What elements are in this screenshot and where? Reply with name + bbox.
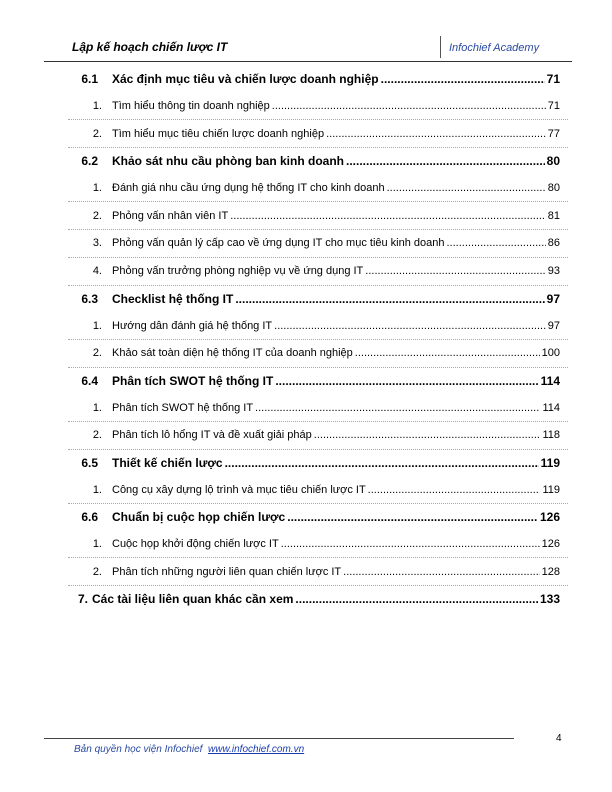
dot-leader [381, 72, 545, 86]
toc-entry[interactable] [68, 120, 568, 148]
document-title: Lập kế hoạch chiến lược IT [72, 40, 228, 54]
toc-entry-title: Phân tích SWOT hệ thống IT [112, 373, 274, 388]
toc-entry-number: 6.5 [81, 455, 98, 470]
toc-entry-number: 6.1 [81, 72, 98, 87]
toc-entry-line [112, 182, 560, 194]
toc-entry-line [112, 210, 560, 222]
dot-leader [343, 566, 539, 578]
dot-leader [365, 265, 545, 277]
page-number: 4 [556, 733, 562, 744]
toc-entry-number: 6.2 [81, 154, 98, 169]
toc-entry[interactable] [68, 175, 568, 203]
toc-entry-title: Phỏng vấn quản lý cấp cao về ứng dụng IT cho mục tiêu kinh doanh [112, 237, 445, 250]
page-footer [74, 744, 304, 755]
toc-entry[interactable] [68, 148, 568, 175]
toc-entry-title: Checklist hệ thống IT [112, 291, 234, 306]
toc-entry-page: 81 [547, 209, 560, 222]
toc-entry-line [112, 292, 560, 306]
dot-leader [281, 538, 540, 550]
toc-entry-page: 97 [546, 291, 560, 306]
header-rule [44, 61, 572, 62]
toc-entry-number: 6.6 [81, 510, 98, 525]
copyright-text: Bản quyền học viện Infochief [74, 744, 203, 755]
dot-leader [275, 374, 538, 388]
toc-entry[interactable] [68, 202, 568, 230]
toc-entry-page: 71 [546, 72, 560, 87]
toc-entry-line [112, 374, 560, 388]
toc-entry-page: 100 [541, 347, 560, 360]
dot-leader [368, 484, 541, 496]
website-link[interactable]: www.infochief.com.vn [208, 744, 305, 755]
toc-entry-title: Khảo sát nhu cầu phòng ban kinh doanh [112, 154, 344, 169]
toc-entry-title: Tìm hiểu thông tin doanh nghiệp [112, 100, 270, 113]
toc-entry[interactable] [68, 476, 568, 504]
dot-leader [346, 154, 545, 168]
toc-entry-title: Các tài liệu liên quan khác cần xem [92, 592, 294, 607]
toc-entry-page: 114 [540, 373, 560, 388]
toc-entry-line [112, 100, 560, 112]
dot-leader [387, 182, 546, 194]
toc-entry-line [112, 237, 560, 249]
dot-leader [225, 456, 539, 470]
toc-entry-page: 119 [542, 483, 560, 496]
toc-entry-page: 114 [542, 401, 560, 414]
dot-leader [326, 128, 546, 140]
toc-entry[interactable] [68, 422, 568, 450]
toc-entry-line [112, 402, 560, 414]
dot-leader [274, 320, 546, 332]
toc-entry-page: 71 [547, 100, 560, 113]
page-header [44, 28, 572, 64]
toc-entry-number: 1. [92, 182, 102, 195]
toc-entry-title: Phân tích lỗ hổng IT và đề xuất giải pháp [112, 429, 312, 442]
toc-entry-number: 2. [92, 429, 102, 442]
toc-entry-line [112, 320, 560, 332]
toc-entry-page: 118 [542, 429, 560, 442]
toc-entry-line [112, 510, 560, 524]
header-divider [440, 36, 441, 58]
toc-entry-line [112, 456, 560, 470]
toc-entry-page: 86 [547, 237, 560, 250]
toc-entry-number: 1. [92, 100, 102, 113]
toc-entry[interactable] [68, 230, 568, 258]
toc-entry-page: 80 [547, 182, 560, 195]
toc-entry-page: 128 [541, 565, 560, 578]
toc-entry-page: 126 [541, 538, 560, 551]
toc-entry[interactable] [68, 340, 568, 368]
toc-entry[interactable] [68, 531, 568, 559]
dot-leader [255, 402, 540, 414]
toc-entry[interactable] [68, 394, 568, 422]
toc-entry-page: 133 [539, 592, 560, 607]
toc-entry[interactable] [68, 504, 568, 531]
toc-entry[interactable] [68, 286, 568, 313]
toc-entry-title: Tìm hiểu mục tiêu chiến lược doanh nghiệp [112, 127, 325, 140]
toc-entry-number: 2. [92, 565, 102, 578]
toc-entry-title: Phỏng vấn nhân viên IT [112, 209, 229, 222]
toc-entry[interactable] [68, 93, 568, 121]
toc-entry[interactable] [68, 450, 568, 477]
toc-entry-line [112, 566, 560, 578]
toc-entry-title: Phân tích SWOT hệ thống IT [112, 401, 254, 414]
toc-entry[interactable] [68, 368, 568, 395]
toc-entry-title: Phân tích những người liên quan chiến lược IT [112, 565, 342, 578]
dot-leader [314, 429, 541, 441]
toc-entry-title: Phỏng vấn trưởng phòng nghiệp vụ về ứng dụng IT [112, 265, 364, 278]
toc-entry-number: 6.4 [81, 373, 98, 388]
toc-entry[interactable] [68, 312, 568, 340]
dot-leader [295, 592, 538, 606]
toc-entry-title: Chuẩn bị cuộc họp chiến lược [112, 510, 286, 525]
toc-entry-number: 1. [92, 319, 102, 332]
toc-entry-page: 126 [539, 510, 560, 525]
dot-leader [230, 210, 546, 222]
toc-entry-page: 77 [547, 127, 560, 140]
toc-entry-title: Đánh giá nhu cầu ứng dụng hệ thống IT cho kinh doanh [112, 182, 385, 195]
table-of-contents [68, 66, 568, 613]
toc-entry-number: 1. [92, 483, 102, 496]
dot-leader [447, 237, 546, 249]
toc-entry-line [112, 128, 560, 140]
toc-entry[interactable] [68, 66, 568, 93]
toc-entry-number: 7. [77, 592, 88, 607]
toc-entry-number: 1. [92, 538, 102, 551]
toc-entry[interactable] [68, 586, 568, 613]
toc-entry-title: Thiết kế chiến lược [112, 455, 223, 470]
toc-entry-line [112, 347, 560, 359]
toc-entry-title: Công cụ xây dựng lộ trình và mục tiêu chiến lược IT [112, 483, 366, 496]
toc-entry-line [112, 154, 560, 168]
toc-entry-number: 2. [92, 347, 102, 360]
toc-entry-title: Xác định mục tiêu và chiến lược doanh nghiệp [112, 72, 379, 87]
toc-entry[interactable] [68, 558, 568, 586]
toc-entry[interactable] [68, 258, 568, 286]
toc-entry-number: 2. [92, 127, 102, 140]
toc-entry-number: 4. [92, 265, 102, 278]
toc-entry-line [112, 72, 560, 86]
toc-entry-page: 97 [547, 319, 560, 332]
dot-leader [287, 510, 538, 524]
toc-entry-number: 1. [92, 401, 102, 414]
toc-entry-number: 3. [92, 237, 102, 250]
toc-entry-line [112, 429, 560, 441]
toc-entry-number: 2. [92, 209, 102, 222]
toc-entry-page: 93 [547, 265, 560, 278]
toc-entry-line [112, 484, 560, 496]
toc-entry-page: 80 [546, 154, 560, 169]
academy-name: Infochief Academy [449, 42, 540, 54]
toc-entry-line [112, 265, 560, 277]
toc-entry-title: Khảo sát toàn diện hệ thống IT của doanh nghiệp [112, 347, 353, 360]
dot-leader [272, 100, 546, 112]
dot-leader [355, 347, 540, 359]
footer-rule [44, 738, 514, 739]
dot-leader [235, 292, 544, 306]
toc-entry-title: Cuộc họp khởi động chiến lược IT [112, 538, 279, 551]
toc-entry-title: Hướng dẫn đánh giá hệ thống IT [112, 319, 273, 332]
toc-entry-number: 6.3 [81, 291, 98, 306]
toc-entry-line [112, 538, 560, 550]
toc-entry-page: 119 [540, 455, 560, 470]
toc-entry-line [92, 592, 560, 606]
